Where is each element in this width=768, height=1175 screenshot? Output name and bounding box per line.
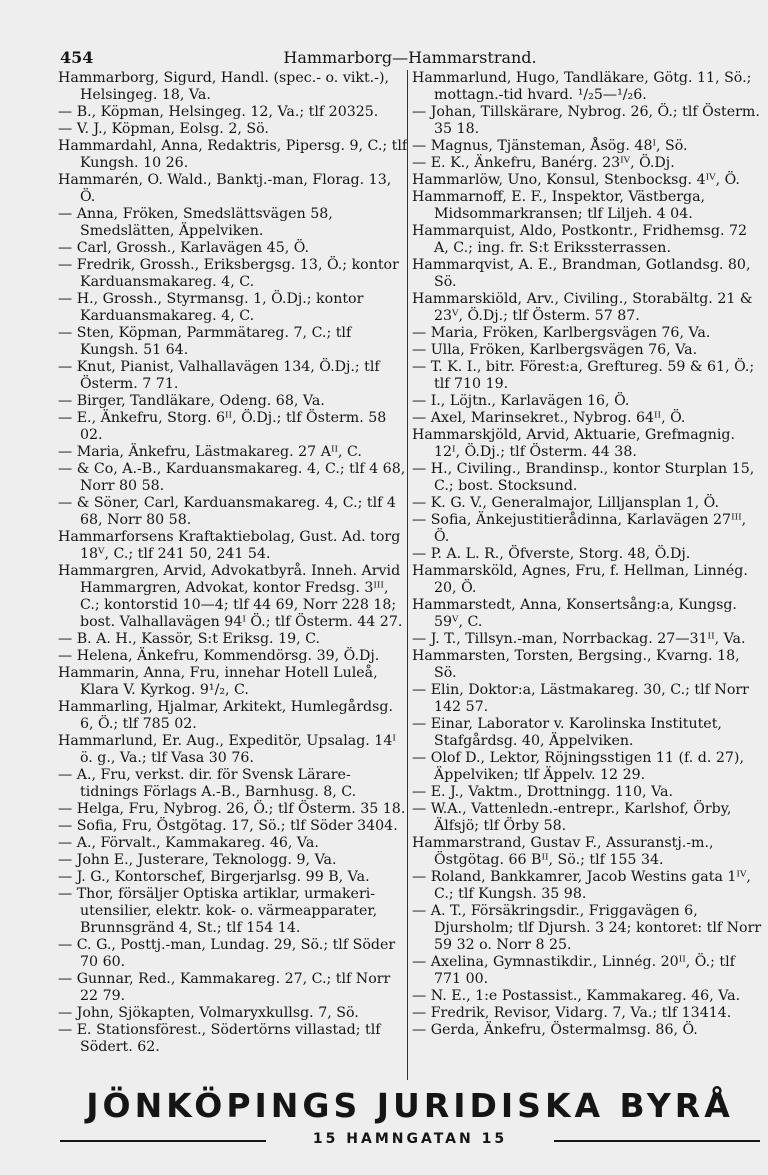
page-header <box>60 48 760 68</box>
directory-entry: — W.A., Vattenledn.-entrepr., Karlshof, Örby, Älfsjö; tlf Örby 58. <box>412 801 732 834</box>
directory-entry: Hammarskiöld, Arv., Civiling., Storabältg. 21 & 23ⱽ, Ö.Dj.; tlf Österm. 57 87. <box>412 291 753 324</box>
page-number: 454 <box>60 48 94 67</box>
directory-entry: — Roland, Bankkamrer, Jacob Westins gata 1ᴵⱽ, C.; tlf Kungsh. 35 98. <box>412 869 751 902</box>
directory-entry: — B., Köpman, Helsingeg. 12, Va.; tlf 20325. <box>58 104 379 120</box>
advertisement-address-line <box>60 1131 760 1151</box>
directory-entry: — P. A. L. R., Öfverste, Storg. 48, Ö.Dj. <box>412 546 691 562</box>
directory-entry: — Axelina, Gymnastikdir., Linnég. 20ᴵᴵ, Ö.; tlf 771 00. <box>412 954 735 987</box>
directory-entry: — Sofia, Änkejustitierådinna, Karlavägen 27ᴵᴵᴵ, Ö. <box>412 512 747 545</box>
directory-entry: Hammarqvist, A. E., Brandman, Gotlandsg. 80, Sö. <box>412 257 751 290</box>
directory-entry: — Magnus, Tjänsteman, Åsög. 48ᴵ, Sö. <box>412 138 688 154</box>
right-decorative-rule <box>554 1140 760 1142</box>
directory-entry: — A. T., Försäkringsdir., Friggavägen 6, Djursholm; tlf Djursh. 3 24; kontoret: tlf Norr 59 32 o. Norr 8 25. <box>412 903 762 953</box>
directory-entry: — E., Änkefru, Storg. 6ᴵᴵ, Ö.Dj.; tlf Österm. 58 02. <box>58 410 387 443</box>
directory-entry: Hammarsten, Torsten, Bergsing., Kvarng. 18, Sö. <box>412 648 740 681</box>
directory-entry: — Gerda, Änkefru, Östermalmsg. 86, Ö. <box>412 1022 698 1038</box>
directory-entry: Hammarlund, Er. Aug., Expeditör, Upsalag. 14ᴵ ö. g., Va.; tlf Vasa 30 76. <box>58 733 396 766</box>
directory-entry: — C. G., Posttj.-man, Lundag. 29, Sö.; tlf Söder 70 60. <box>58 937 396 970</box>
column-divider <box>407 70 408 1080</box>
directory-entry: Hammargren, Arvid, Advokatbyrå. Inneh. Arvid Hammargren, Advokat, kontor Fredsg. 3ᴵᴵᴵ, C.; kontorstid 10—4; tlf 44 69, Norr 228 18; bost. Valhallavägen 94ᴵ Ö.; tlf Österm. 44 27. <box>58 563 403 630</box>
directory-entry: — H., Civiling., Brandinsp., kontor Sturplan 15, C.; bost. Stocksund. <box>412 461 755 494</box>
directory-entry: — Knut, Pianist, Valhallavägen 134, Ö.Dj.; tlf Österm. 7 71. <box>58 359 380 392</box>
directory-entry: Hammarforsens Kraftaktiebolag, Gust. Ad. torg 18ⱽ, C.; tlf 241 50, 241 54. <box>58 529 401 562</box>
directory-entry: — Anna, Fröken, Smedslättsvägen 58, Smedslätten, Äppelviken. <box>58 206 333 239</box>
directory-entry: — Axel, Marinsekret., Nybrog. 64ᴵᴵ, Ö. <box>412 410 686 426</box>
directory-entry: Hammarborg, Sigurd, Handl. (spec.- o. vikt.-), Helsingeg. 18, Va. <box>58 70 390 103</box>
directory-entry: — B. A. H., Kassör, S:t Eriksg. 19, C. <box>58 631 321 647</box>
directory-entry: — & Co, A.-B., Karduansmakareg. 4, C.; tlf 4 68, Norr 80 58. <box>58 461 406 494</box>
directory-entry: — John E., Justerare, Teknologg. 9, Va. <box>58 852 337 868</box>
directory-entry: — E. J., Vaktm., Drottningg. 110, Va. <box>412 784 673 800</box>
directory-entry: — Thor, försäljer Optiska artiklar, urmakeri-utensilier, elektr. kok- o. värmeapparater, Brunnsgränd 4, St.; tlf 154 14. <box>58 886 378 936</box>
directory-entry: — Gunnar, Red., Kammakareg. 27, C.; tlf Norr 22 79. <box>58 971 391 1004</box>
directory-entry: — Johan, Tillskärare, Nybrog. 26, Ö.; tlf Österm. 35 18. <box>412 104 760 137</box>
directory-entry: — I., Löjtn., Karlavägen 16, Ö. <box>412 393 630 409</box>
directory-entry: Hammarnoff, E. F., Inspektor, Västberga, Midsommarkransen; tlf Liljeh. 4 04. <box>412 189 706 222</box>
directory-entry: — E. K., Änkefru, Banérg. 23ᴵⱽ, Ö.Dj. <box>412 155 675 171</box>
directory-entry: Hammarstedt, Anna, Konsertsång:a, Kungsg. 59ⱽ, C. <box>412 597 737 630</box>
directory-entry: Hammarling, Hjalmar, Arkitekt, Humlegårdsg. 6, Ö.; tlf 785 02. <box>58 699 393 732</box>
directory-entry: Hammarquist, Aldo, Postkontr., Fridhemsg. 72 A, C.; ing. fr. S:t Erikssterrassen. <box>412 223 748 256</box>
directory-entry: — Sofia, Fru, Östgötag. 17, Sö.; tlf Söder 3404. <box>58 818 398 834</box>
directory-entry: — Maria, Fröken, Karlbergsvägen 76, Va. <box>412 325 711 341</box>
directory-entry: Hammarstrand, Gustav F., Assuranstj.-m., Östgötag. 66 Bᴵᴵ, Sö.; tlf 155 34. <box>412 835 714 868</box>
directory-entry: — Maria, Änkefru, Lästmakareg. 27 Aᴵᴵ, C. <box>58 444 362 460</box>
directory-entry: Hammarsköld, Agnes, Fru, f. Hellman, Linnég. 20, Ö. <box>412 563 748 596</box>
directory-entry: — Einar, Laborator v. Karolinska Institutet, Stafgårdsg. 40, Äppelviken. <box>412 716 722 749</box>
right-column <box>412 70 762 1039</box>
directory-entry: — Elin, Doktor:a, Lästmakareg. 30, C.; tlf Norr 142 57. <box>412 682 749 715</box>
directory-entry: — V. J., Köpman, Eolsg. 2, Sö. <box>58 121 269 137</box>
directory-entry: — J. G., Kontorschef, Birgerjarlsg. 99 B, Va. <box>58 869 370 885</box>
directory-entry: Hammarlund, Hugo, Tandläkare, Götg. 11, Sö.; mottagn.-tid hvard. ¹/₂5—¹/₂6. <box>412 70 752 103</box>
directory-entry: — Birger, Tandläkare, Odeng. 68, Va. <box>58 393 325 409</box>
directory-entry: — John, Sjökapten, Volmaryxkullsg. 7, Sö. <box>58 1005 359 1021</box>
directory-entry: — Helga, Fru, Nybrog. 26, Ö.; tlf Österm. 35 18. <box>58 801 406 817</box>
directory-entry: — A., Fru, verkst. dir. för Svensk Lärare-tidnings Förlags A.-B., Barnhusg. 8, C. <box>58 767 357 800</box>
directory-entry: — Sten, Köpman, Parmmätareg. 7, C.; tlf Kungsh. 51 64. <box>58 325 352 358</box>
directory-entry: Hammardahl, Anna, Redaktris, Pipersg. 9, C.; tlf Kungsh. 10 26. <box>58 138 408 171</box>
directory-entry: — Fredrik, Revisor, Vidarg. 7, Va.; tlf 13414. <box>412 1005 732 1021</box>
directory-entry: Hammarin, Anna, Fru, innehar Hotell Luleå, Klara V. Kyrkog. 9¹/₂, C. <box>58 665 378 698</box>
directory-entry: — N. E., 1:e Postassist., Kammakareg. 46, Va. <box>412 988 741 1004</box>
directory-entry: Hammarlöw, Uno, Konsul, Stenbocksg. 4ᴵⱽ, Ö. <box>412 172 740 188</box>
directory-entry: Hammarskjöld, Arvid, Aktuarie, Grefmagnig. 12ᴵ, Ö.Dj.; tlf Österm. 44 38. <box>412 427 736 460</box>
directory-entry: — Helena, Änkefru, Kommendörsg. 39, Ö.Dj. <box>58 648 380 664</box>
directory-entry: — Olof D., Lektor, Röjningsstigen 11 (f. d. 27), Äppelviken; tlf Äppelv. 12 29. <box>412 750 744 783</box>
directory-entry: — & Söner, Carl, Karduansmakareg. 4, C.; tlf 4 68, Norr 80 58. <box>58 495 396 528</box>
directory-entry: — A., Förvalt., Kammakareg. 46, Va. <box>58 835 319 851</box>
running-title: Hammarborg—Hammarstrand. <box>283 48 537 67</box>
directory-entry: — T. K. I., bitr. Förest:a, Greftureg. 59 & 61, Ö.; tlf 710 19. <box>412 359 755 392</box>
directory-entry: — Ulla, Fröken, Karlbergsvägen 76, Va. <box>412 342 698 358</box>
directory-entry: — H., Grossh., Styrmansg. 1, Ö.Dj.; kontor Karduansmakareg. 4, C. <box>58 291 364 324</box>
directory-entry: — K. G. V., Generalmajor, Lilljansplan 1, Ö. <box>412 495 719 511</box>
directory-entry: — Fredrik, Grossh., Eriksbergsg. 13, Ö.; kontor Karduansmakareg. 4, C. <box>58 257 399 290</box>
advertisement-firm-name: JÖNKÖPINGS JURIDISKA BYRÅ <box>86 1086 734 1125</box>
advertisement-footer <box>60 1087 760 1151</box>
directory-entry: Hammarén, O. Wald., Banktj.-man, Florag. 13, Ö. <box>58 172 392 205</box>
directory-entry: — J. T., Tillsyn.-man, Norrbackag. 27—31ᴵᴵ, Va. <box>412 631 746 647</box>
advertisement-address: 15 HAMNGATAN 15 <box>312 1131 508 1147</box>
directory-entry: — Carl, Grossh., Karlavägen 45, Ö. <box>58 240 310 256</box>
directory-entry: — E. Stationsförest., Södertörns villastad; tlf Södert. 62. <box>58 1022 381 1055</box>
left-column <box>58 70 408 1056</box>
